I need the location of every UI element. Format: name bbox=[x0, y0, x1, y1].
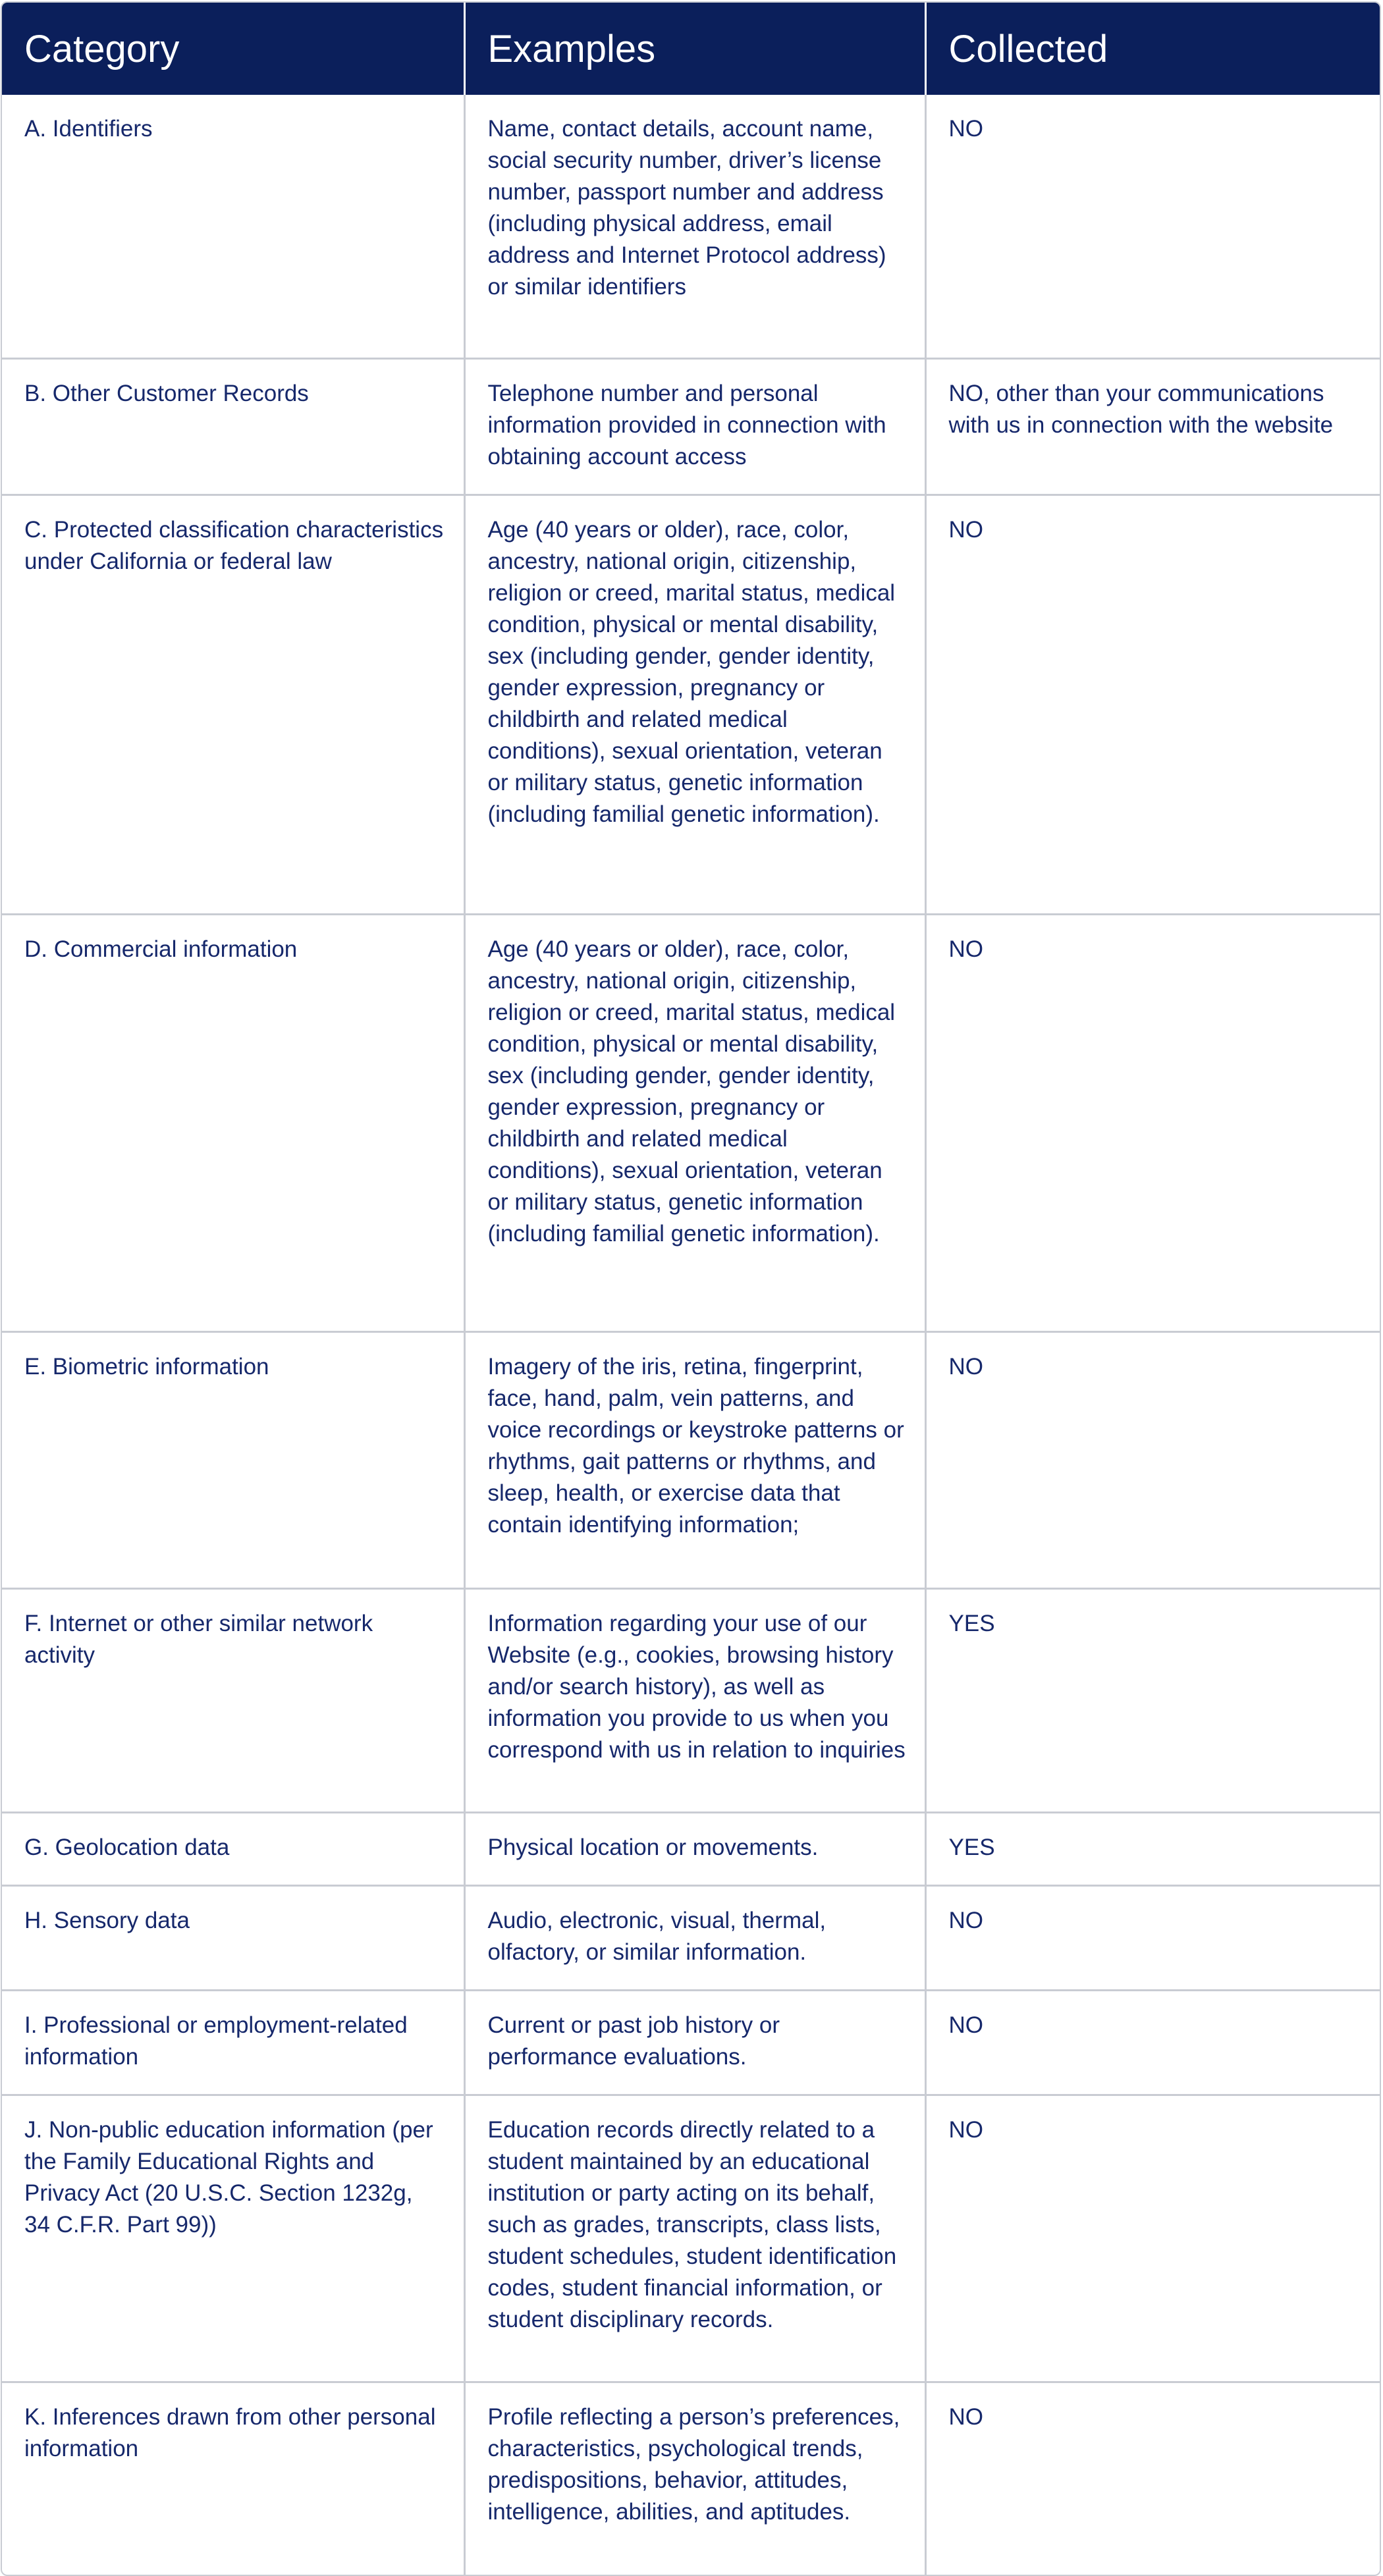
examples-cell: Profile reflecting a person’s preferences, characteristics, psychological trends, predispositions, behavior, attitudes, intelligence, abilities, and aptitudes. bbox=[464, 2382, 925, 2575]
collected-cell: YES bbox=[925, 1812, 1380, 1885]
collected-cell: NO bbox=[925, 95, 1380, 358]
examples-cell: Information regarding your use of our Website (e.g., cookies, browsing history and/or search history), as well as information you provide to us when you correspond with us in relation to inquiries bbox=[464, 1588, 925, 1812]
collected-cell: NO bbox=[925, 1331, 1380, 1588]
table-header bbox=[2, 3, 1380, 95]
examples-cell: Telephone number and personal information provided in connection with obtaining account access bbox=[464, 358, 925, 495]
table-row bbox=[2, 1331, 1380, 1588]
category-cell: A. Identifiers bbox=[24, 116, 153, 142]
examples-cell: Name, contact details, account name, social security number, driver’s license number, passport number and address (including physical address, email address and Internet Protocol address) or similar identifiers bbox=[464, 95, 925, 358]
table-row bbox=[2, 1588, 1380, 1812]
collected-cell: NO bbox=[925, 2095, 1380, 2382]
table-row bbox=[2, 495, 1380, 914]
category-cell: E. Biometric information bbox=[2, 1331, 464, 1588]
collected-cell: NO, other than your communications with us in connection with the website bbox=[925, 358, 1380, 495]
examples-cell: Age (40 years or older), race, color, ancestry, national origin, citizenship, religion or creed, marital status, medical condition, physical or mental disability, sex (including gender, gender identity, gender expression, pregnancy or childbirth and related medical conditions), sexual orientation, veteran or military status, genetic information (including familial genetic information). bbox=[464, 495, 925, 914]
category-cell: F. Internet or other similar network activity bbox=[2, 1588, 464, 1812]
table-row bbox=[2, 1812, 1380, 1885]
table-row bbox=[2, 95, 1380, 358]
table-row bbox=[2, 358, 1380, 495]
table-row bbox=[2, 2095, 1380, 2382]
category-cell: C. Protected classification characteristics under California or federal law bbox=[2, 495, 464, 914]
collected-cell: NO bbox=[925, 1990, 1380, 2095]
table-row bbox=[2, 2382, 1380, 2575]
table-row bbox=[2, 1885, 1380, 1990]
table-row bbox=[2, 1990, 1380, 2095]
category-cell: K. Inferences drawn from other personal information bbox=[2, 2382, 464, 2575]
category-cell: I. Professional or employment-related information bbox=[2, 1990, 464, 2095]
examples-cell: Imagery of the iris, retina, fingerprint, face, hand, palm, vein patterns, and voice recordings or keystroke patterns or rhythms, gait patterns or rhythms, and sleep, health, or exercise data that contain identifying information; bbox=[464, 1331, 925, 1588]
collected-cell: NO bbox=[925, 495, 1380, 914]
header-row bbox=[2, 3, 1380, 95]
examples-cell: Education records directly related to a student maintained by an educational institution or party acting on its behalf, such as grades, transcripts, class lists, student schedules, student identification codes, student financial information, or student disciplinary records. bbox=[464, 2095, 925, 2382]
header-collected: Collected bbox=[925, 3, 1380, 95]
collected-cell: NO bbox=[925, 2382, 1380, 2575]
personal-info-table bbox=[1, 1, 1381, 2576]
category-cell: H. Sensory data bbox=[2, 1885, 464, 1990]
category-cell: G. Geolocation data bbox=[2, 1812, 464, 1885]
table-row bbox=[2, 914, 1380, 1331]
table-body bbox=[2, 95, 1380, 2575]
collected-cell: NO bbox=[925, 914, 1380, 1331]
collected-cell: YES bbox=[925, 1588, 1380, 1812]
personal-info-table-grid bbox=[2, 3, 1380, 2575]
header-examples: Examples bbox=[464, 3, 925, 95]
examples-cell: Current or past job history or performance evaluations. bbox=[464, 1990, 925, 2095]
category-cell: B. Other Customer Records bbox=[2, 358, 464, 495]
examples-cell: Age (40 years or older), race, color, ancestry, national origin, citizenship, religion or creed, marital status, medical condition, physical or mental disability, sex (including gender, gender identity, gender expression, pregnancy or childbirth and related medical conditions), sexual orientation, veteran or military status, genetic information (including familial genetic information). bbox=[464, 914, 925, 1331]
examples-cell: Audio, electronic, visual, thermal, olfactory, or similar information. bbox=[464, 1885, 925, 1990]
category-cell: J. Non-public education information (per the Family Educational Rights and Privacy Act (20 U.S.C. Section 1232g, 34 C.F.R. Part 99)) bbox=[2, 2095, 464, 2382]
header-category: Category bbox=[2, 3, 464, 95]
collected-cell: NO bbox=[925, 1885, 1380, 1990]
examples-cell: Physical location or movements. bbox=[464, 1812, 925, 1885]
category-cell: D. Commercial information bbox=[2, 914, 464, 1331]
